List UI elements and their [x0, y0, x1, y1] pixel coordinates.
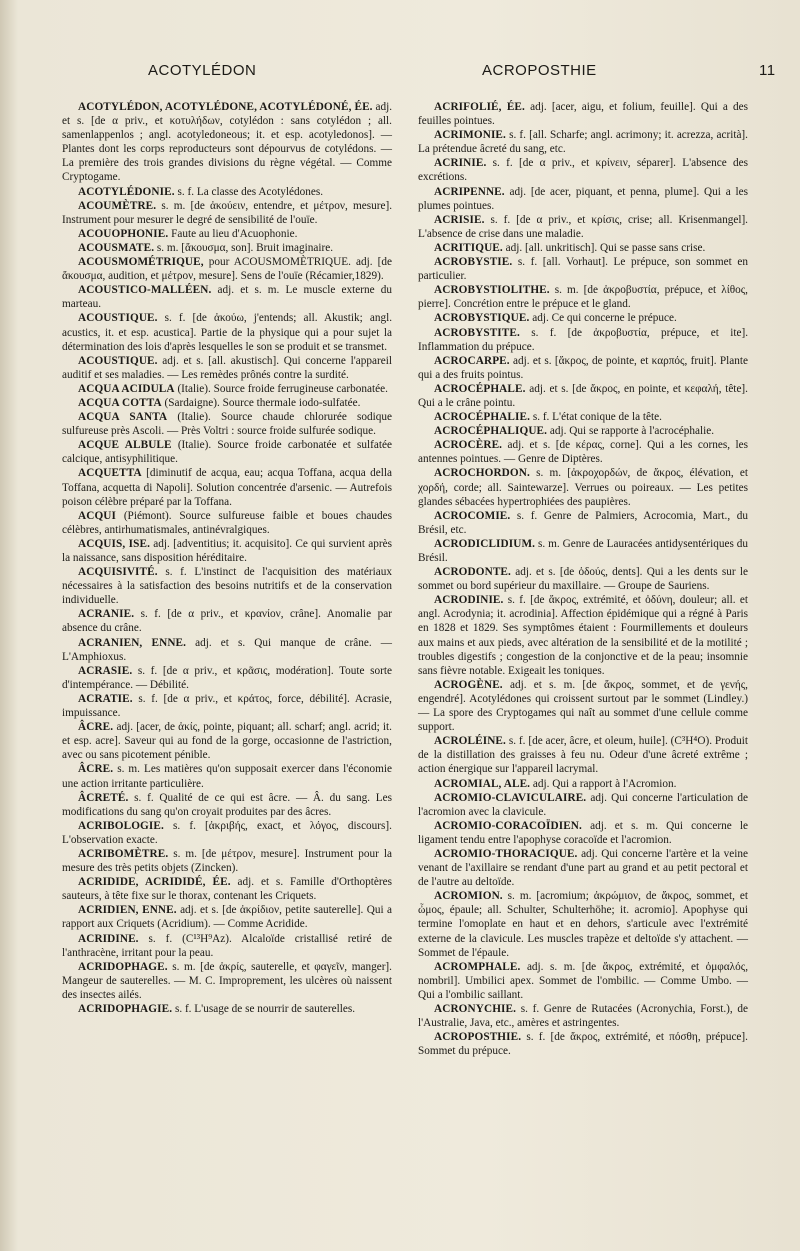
entry-definition: adj. et s. Famille d'Orthoptères sauteurs, à tête fixe sur le thorax, contenant les Criquets.	[62, 876, 393, 903]
right-guide-word: ACROPOSTHIE	[482, 62, 597, 79]
entry-definition: s. f. [de ἀκροβυστία, prépuce, et ite]. Inflammation du prépuce.	[418, 326, 749, 353]
entry-headword: ACQUA COTTA	[78, 396, 162, 409]
entry-headword: ACOUSMOMÉTRIQUE,	[78, 256, 204, 269]
entry-definition: s. f. [de acer, âcre, et oleum, huile]. (C³H⁴O). Produit de la distillation des graisses à feu nu. Odeur d'une âcreté extrême ; action énergique sur l'appareil lacrymal.	[418, 735, 749, 776]
entry-headword: ACRANIE.	[78, 608, 135, 621]
entry-headword: ACQUA ACIDULA	[78, 382, 175, 395]
entry-headword: ACRIPENNE.	[434, 185, 505, 198]
entry-headword: ACQUETTA	[78, 467, 142, 480]
dictionary-entry	[62, 100, 392, 185]
dictionary-entry	[62, 1002, 392, 1016]
entry-definition: s. f. L'état conique de la tête.	[532, 411, 662, 424]
dictionary-entry	[418, 326, 748, 354]
entry-headword: ACROCOMIE.	[434, 509, 511, 522]
dictionary-entry	[418, 593, 748, 678]
entry-definition: s. f. Genre de Palmiers, Acrocomia, Mart., du Brésil, etc.	[418, 509, 748, 536]
entry-headword: ACROMIO-THORACIQUE.	[434, 847, 578, 860]
dictionary-entry	[418, 565, 748, 593]
entry-headword: ACROMIO-CORACOÏDIEN.	[434, 819, 582, 832]
entry-headword: ACROLÉINE.	[434, 735, 506, 748]
dictionary-entry	[62, 762, 392, 790]
entry-headword: ACRIDOPHAGE.	[78, 960, 168, 973]
entry-definition: s. m. Les matières qu'on supposait exercer dans l'économie une action irritante particulière.	[62, 763, 393, 790]
entry-headword: ACOUMÈTRE.	[78, 199, 157, 212]
entry-definition: s. f. [de ἀκούω, j'entends; all. Akustik; angl. acustics, it. et esp. acustica]. Partie de la physique qui a pour sujet la détermination des lois d'après lesquelles le son se produit et se transmet.	[62, 312, 393, 353]
entry-headword: ACROBYSTIOLITHE.	[434, 284, 550, 297]
entry-headword: ACQUE ALBULE	[78, 439, 172, 452]
dictionary-entry	[418, 185, 748, 213]
entry-definition: s. m. [acromium; ἀκρώμιον, de ἄκρος, sommet, et ὦμος, épaule; all. Schulter, Schulterhöhe; it. acromio]. Apophyse qui termine l'omoplate en haut et en dehors, s'articule avec l'extrémité externe de la clavicule. Les muscles trapèze et deltoïde s'y attachent. — Sommet de l'épaule.	[418, 890, 748, 959]
entry-headword: ACROCÉPHALIQUE.	[434, 425, 548, 438]
dictionary-entry	[418, 509, 748, 537]
entry-headword: ACROMPHALE.	[434, 960, 521, 973]
right-column	[418, 100, 748, 1058]
entry-definition: adj. et s. m. Le muscle externe du marteau.	[62, 284, 393, 311]
entry-headword: ACQUISIVITÉ.	[78, 566, 158, 579]
dictionary-entry	[62, 354, 392, 382]
dictionary-entry	[62, 664, 392, 692]
entry-definition: adj. Qui a rapport à l'Acromion.	[532, 777, 677, 790]
dictionary-entry	[418, 255, 748, 283]
dictionary-entry	[418, 777, 748, 791]
entry-headword: ACRIDOPHAGIE.	[78, 1003, 173, 1015]
entry-headword: ACROBYSTIQUE.	[434, 312, 530, 325]
dictionary-entry	[62, 903, 392, 931]
entry-definition: s. f. L'usage de se nourrir de sauterelles.	[174, 1003, 356, 1015]
entry-headword: ACRISIE.	[434, 213, 485, 226]
entry-headword: ACOUOPHONIE.	[78, 227, 169, 240]
entry-definition: Faute au lieu d'Acuophonie.	[171, 227, 298, 240]
dictionary-entry	[418, 1002, 748, 1030]
entry-headword: ACRODINIE.	[434, 594, 504, 607]
entry-headword: ACOTYLÉDON, ACOTYLÉDONE, ACOTYLÉDONÉ, ÉE.	[78, 101, 373, 113]
entry-definition: (Sardaigne). Source thermale iodo-sulfatée.	[164, 396, 361, 409]
dictionary-entry	[418, 283, 748, 311]
entry-headword: ACROMION.	[434, 890, 503, 903]
entry-headword: ACRASIE.	[78, 664, 133, 677]
entry-definition: (Italie). Source chaude chlorurée sodique sulfureuse près Ascoli. — Près Voltri : source froide sulfurée sodique.	[62, 411, 393, 438]
entry-definition: s. m. [ἄκουσμα, son]. Bruit imaginaire.	[156, 241, 334, 254]
left-guide-word: ACOTYLÉDON	[148, 62, 257, 79]
page-number: 11	[759, 62, 776, 79]
dictionary-entry	[418, 438, 748, 466]
entry-headword: ACROCÉPHALE.	[434, 382, 526, 395]
entry-headword: ACROCÉPHALIE.	[434, 411, 530, 424]
entry-definition: s. f. [de α priv., et κρίσις, crise; all. Krisenmangel]. L'absence de crise dans une maladie.	[418, 213, 748, 240]
entry-definition: (Piémont). Source sulfureuse faible et boues chaudes célèbres, antirhumatismales, antinévralgiques.	[62, 509, 393, 536]
running-header	[0, 62, 800, 84]
entry-definition: s. f. [de α priv., et κράτος, force, débilité]. Acrasie, impuissance.	[62, 692, 392, 720]
entry-headword: ACRIDIDE, ACRIDIDÉ, ÉE.	[78, 876, 231, 889]
dictionary-entry	[62, 636, 392, 664]
entry-definition: pour ACOUSMOMÈTRIQUE. adj. [de ἄκουσμα, audition, et μέτρον, mesure]. Sens de l'ouïe (Récamier,1829).	[62, 256, 392, 283]
entry-headword: ACROBYSTIE.	[434, 256, 513, 269]
entry-headword: ACRIDIEN, ENNE.	[78, 904, 177, 917]
entry-definition: adj. et s. [de ἀκρίδιον, petite sauterelle]. Qui a rapport aux Criquets (Acridium). — Comme Acridide.	[62, 904, 393, 931]
entry-headword: ACRIMONIE.	[434, 129, 506, 142]
entry-headword: ACROCARPE.	[434, 354, 510, 367]
entry-definition: (Italie). Source froide ferrugineuse carbonatée.	[177, 382, 388, 395]
entry-definition: adj. [acer, aigu, et folium, feuille]. Qui a des feuilles pointues.	[418, 101, 748, 128]
dictionary-entry	[62, 199, 392, 227]
entry-definition: s. f. [de α priv., et κρίνειν, séparer]. L'absence des excrétions.	[418, 157, 748, 184]
entry-headword: ÂCRETÉ.	[78, 791, 129, 804]
dictionary-entry	[62, 227, 392, 241]
dictionary-entry	[418, 847, 748, 889]
dictionary-entry	[62, 396, 392, 410]
entry-definition: s. f. (C¹³H⁹Az). Alcaloïde cristallisé retiré de l'anthracène, irritant pour la peau.	[62, 932, 392, 959]
entry-headword: ACROMIAL, ALE.	[434, 777, 531, 790]
entry-headword: ACOUSTIQUE.	[78, 312, 158, 325]
entry-definition: adj. [de acer, piquant, et penna, plume]. Qui a les plumes pointues.	[418, 185, 749, 212]
dictionary-entry	[62, 847, 392, 875]
dictionary-entry	[418, 537, 748, 565]
entry-definition: adj. Qui concerne l'articulation de l'acromion avec la clavicule.	[418, 791, 749, 818]
entry-headword: ACROBYSTITE.	[434, 326, 520, 339]
dictionary-entry	[62, 537, 392, 565]
entry-definition: s. f. [de ἄκρος, extrémité, et ὀδύνη, douleur; all. et angl. Acrodynia; it. acrodinia]. Affection épidémique qui a régné à Paris en 1828 et 1829. Ses symptômes étaient : Fourmillements et douleurs aux mains et aux pieds, avec altération de la sensibilité et de la motilité ; troubles digestifs ; congestion de la conjonctive et de la peau; insomnie sans fièvre notable. Exigeait les toniques.	[418, 594, 749, 677]
entry-headword: ÂCRE.	[78, 721, 114, 734]
dictionary-entry	[418, 213, 748, 241]
entry-headword: ACOUSTICO-MALLÉEN.	[78, 284, 212, 297]
dictionary-entry	[62, 960, 392, 1002]
entry-definition: adj. Qui concerne l'artère et la veine venant de l'axillaire se rendant d'une part au grand et au petit pectoral et de l'autre au deltoïde.	[418, 847, 748, 889]
dictionary-entry	[62, 509, 392, 537]
entry-definition: s. m. [de ἀκούειν, entendre, et μέτρον, mesure]. Instrument pour mesurer le degré de sensibilité de l'ouïe.	[62, 199, 393, 226]
entry-headword: ACRODICLIDIUM.	[434, 537, 536, 550]
dictionary-entry	[418, 1030, 748, 1058]
dictionary-entry	[62, 410, 392, 438]
entry-definition: adj. et s. [all. akustisch]. Qui concerne l'appareil auditif et ses maladies. — Les remèdes prônés contre la surdité.	[62, 354, 392, 381]
entry-definition: s. m. [ἀκροχορδών, de ἄκρος, élévation, et χορδή, corde; all. Saintewarze]. Verrues ou poireaux. — Les petites glandes sébacées hypertrophiées des paupières.	[418, 467, 749, 508]
entry-definition: adj. et s. [de α priv., et κοτυλήδων, cotylédon : sans cotylédon ; all. samenlappenlos ; angl. acotyledoneous; it. et esp. acotyledonos]. — Plantes dont les corps reproducteurs sont dépourvus de cotylédons. — La première des trois grandes divisions du règne végétal. — Comme Cryptogame.	[62, 101, 393, 184]
dictionary-entry	[62, 466, 392, 508]
dictionary-entry	[418, 128, 748, 156]
entry-definition: adj. [adventitius; it. acquisito]. Ce qui survient après la naissance, sans disposition héréditaire.	[62, 537, 392, 564]
dictionary-entry	[418, 156, 748, 184]
dictionary-entry	[418, 734, 748, 776]
dictionary-entry	[418, 791, 748, 819]
entry-definition: adj. et s. m. [de ἄκρος, sommet, et de γενής, engendré]. Acotylédones qui croissent surtout par le sommet (Lindley.) — La spore des Cryptogames qui naît au sommet d'une cellule comme support.	[418, 678, 748, 734]
dictionary-entry	[418, 382, 748, 410]
entry-definition: s. f. [all. Scharfe; angl. acrimony; it. acrezza, acrità]. La prétendue âcreté du sang, etc.	[418, 129, 748, 156]
entry-definition: adj. Qui se rapporte à l'acrocéphalie.	[549, 425, 715, 438]
entry-definition: s. f. [ἀκριβής, exact, et λόγος, discours]. L'observation exacte.	[62, 819, 392, 846]
entry-definition: adj. s. m. [de ἄκρος, extrémité, et ὀμφαλός, nombril]. Umbilici apex. Sommet de l'ombilic. — Comme Umbo. — Qui a l'ombilic saillant.	[418, 960, 749, 1001]
entry-headword: ACRODONTE.	[434, 566, 511, 579]
entry-headword: ACRIBOLOGIE.	[78, 819, 164, 832]
left-column	[62, 100, 392, 1016]
dictionary-entry	[418, 410, 748, 424]
dictionary-entry	[418, 311, 748, 325]
dictionary-entry	[418, 678, 748, 734]
entry-headword: ACRINIE.	[434, 157, 487, 170]
dictionary-entry	[62, 720, 392, 762]
dictionary-entry	[62, 311, 392, 353]
dictionary-entry	[418, 889, 748, 959]
entry-headword: ACRIBOMÈTRE.	[78, 847, 169, 860]
entry-headword: ACQUI	[78, 509, 117, 522]
entry-definition: adj. et s. [de ὀδούς, dents]. Qui a les dents sur le sommet ou bord supérieur du maxillaire. — Groupe de Sauriens.	[418, 566, 749, 593]
entry-headword: ACRONYCHIE.	[434, 1003, 517, 1015]
entry-headword: ÂCRE.	[78, 763, 114, 776]
entry-definition: adj. et s. Qui manque de crâne. — L'Amphioxus.	[62, 636, 393, 663]
dictionary-entry	[62, 382, 392, 396]
entry-headword: ACROCÈRE.	[434, 439, 503, 452]
entry-definition: s. f. [all. Vorhaut]. Le prépuce, son sommet en particulier.	[418, 256, 748, 283]
entry-headword: ACRIDINE.	[78, 932, 139, 945]
entry-headword: ACQUA SANTA	[78, 411, 168, 424]
entry-definition: adj. et s. [de ἄκρος, en pointe, et κεφαλή, tête]. Qui a le crâne pointu.	[418, 382, 748, 409]
dictionary-entry	[62, 791, 392, 819]
entry-headword: ACRIFOLIÉ, ÉE.	[434, 101, 525, 113]
dictionary-entry	[62, 607, 392, 635]
entry-headword: ACQUIS, ISE.	[78, 537, 150, 550]
dictionary-entry	[62, 875, 392, 903]
entry-definition: (Italie). Source froide carbonatée et sulfatée calcique, antisyphilitique.	[62, 439, 392, 466]
entry-headword: ACOTYLÉDONIE.	[78, 185, 175, 198]
entry-definition: [diminutif de acqua, eau; acqua Toffana, acqua della Toffana, acquetta di Napoli]. Solution concentrée d'arsenic. — Autrefois poison célèbre préparé par la Toffana.	[62, 467, 392, 508]
entry-definition: s. m. [de ἀκροβυστία, prépuce, et λίθος, pierre]. Concrétion entre le prépuce et le gland.	[418, 284, 748, 311]
entry-definition: adj. Ce qui concerne le prépuce.	[532, 312, 677, 325]
entry-definition: adj. et s. [de κέρας, corne]. Qui a les cornes, les antennes pointues. — Genre de Diptères.	[418, 439, 748, 466]
entry-headword: ACRATIE.	[78, 692, 133, 705]
dictionary-entry	[62, 692, 392, 720]
entry-definition: s. f. [de ἄκρος, extrémité, et πόσθη, prépuce]. Sommet du prépuce.	[418, 1031, 748, 1058]
entry-definition: s. f. L'instinct de l'acquisition des matériaux nécessaires à la satisfaction des besoins nutritifs et de la conservation individuelle.	[62, 566, 393, 607]
dictionary-entry	[62, 565, 392, 607]
entry-definition: s. m. [de μέτρον, mesure]. Instrument pour la mesure des très petits objets (Zincken).	[62, 847, 393, 875]
entry-definition: s. m. Genre de Lauracées antidysentériques du Brésil.	[418, 537, 749, 564]
entry-definition: adj. [all. unkritisch]. Qui se passe sans crise.	[505, 241, 706, 254]
dictionary-entry	[62, 283, 392, 311]
dictionary-entry	[418, 466, 748, 508]
dictionary-entry	[62, 819, 392, 847]
dictionary-entry	[418, 960, 748, 1002]
entry-headword: ACRITIQUE.	[434, 241, 503, 254]
dictionary-entry	[62, 255, 392, 283]
entry-headword: ACROPOSTHIE.	[434, 1031, 522, 1044]
entry-definition: s. f. Genre de Rutacées (Acronychia, Forst.), de l'Australie, Java, etc., amères et astringentes.	[418, 1003, 748, 1030]
entry-definition: adj. [acer, de ἀκίς, pointe, piquant; all. scharf; angl. acrid; it. et esp. acre]. Saveur qui au fond de la gorge, occasionne de l'astriction, avec ou sans picotement pénible.	[62, 721, 392, 762]
dictionary-entry	[418, 100, 748, 128]
entry-definition: adj. et s. m. Qui concerne le ligament tendu entre l'apophyse coracoïde et l'acromion.	[418, 819, 748, 846]
entry-definition: adj. et s. [ἄκρος, de pointe, et καρπός, fruit]. Plante qui a des fruits pointus.	[418, 354, 748, 381]
entry-definition: s. f. [de α priv., et κρᾶσις, modération]. Toute sorte d'intempérance. — Débilité.	[62, 664, 393, 691]
entry-headword: ACROGÈNE.	[434, 678, 503, 691]
entry-headword: ACOUSTIQUE.	[78, 354, 158, 367]
entry-definition: s. f. Qualité de ce qui est âcre. — Â. du sang. Les modifications du sang qu'on croyait produites par des âcres.	[62, 791, 393, 818]
entry-definition: s. f. La classe des Acotylédones.	[177, 185, 324, 198]
dictionary-entry	[62, 185, 392, 199]
dictionary-entry	[418, 241, 748, 255]
dictionary-entry	[418, 354, 748, 382]
entry-headword: ACROMIO-CLAVICULAIRE.	[434, 791, 587, 804]
dictionary-entry	[418, 819, 748, 847]
dictionary-entry	[62, 438, 392, 466]
entry-headword: ACRANIEN, ENNE.	[78, 636, 187, 649]
dictionary-entry	[418, 424, 748, 438]
entry-definition: s. f. [de α priv., et κρανίον, crâne]. Anomalie par absence du crâne.	[62, 608, 393, 635]
dictionary-entry	[62, 241, 392, 255]
entry-headword: ACOUSMATE.	[78, 241, 155, 254]
dictionary-entry	[62, 932, 392, 960]
entry-definition: s. m. [de ἀκρίς, sauterelle, et φαγεῖν, manger]. Mangeur de sauterelles. — M. C. Improprement, les ulcères où naissent des insectes ailés.	[62, 960, 392, 1001]
entry-headword: ACROCHORDON.	[434, 467, 530, 480]
